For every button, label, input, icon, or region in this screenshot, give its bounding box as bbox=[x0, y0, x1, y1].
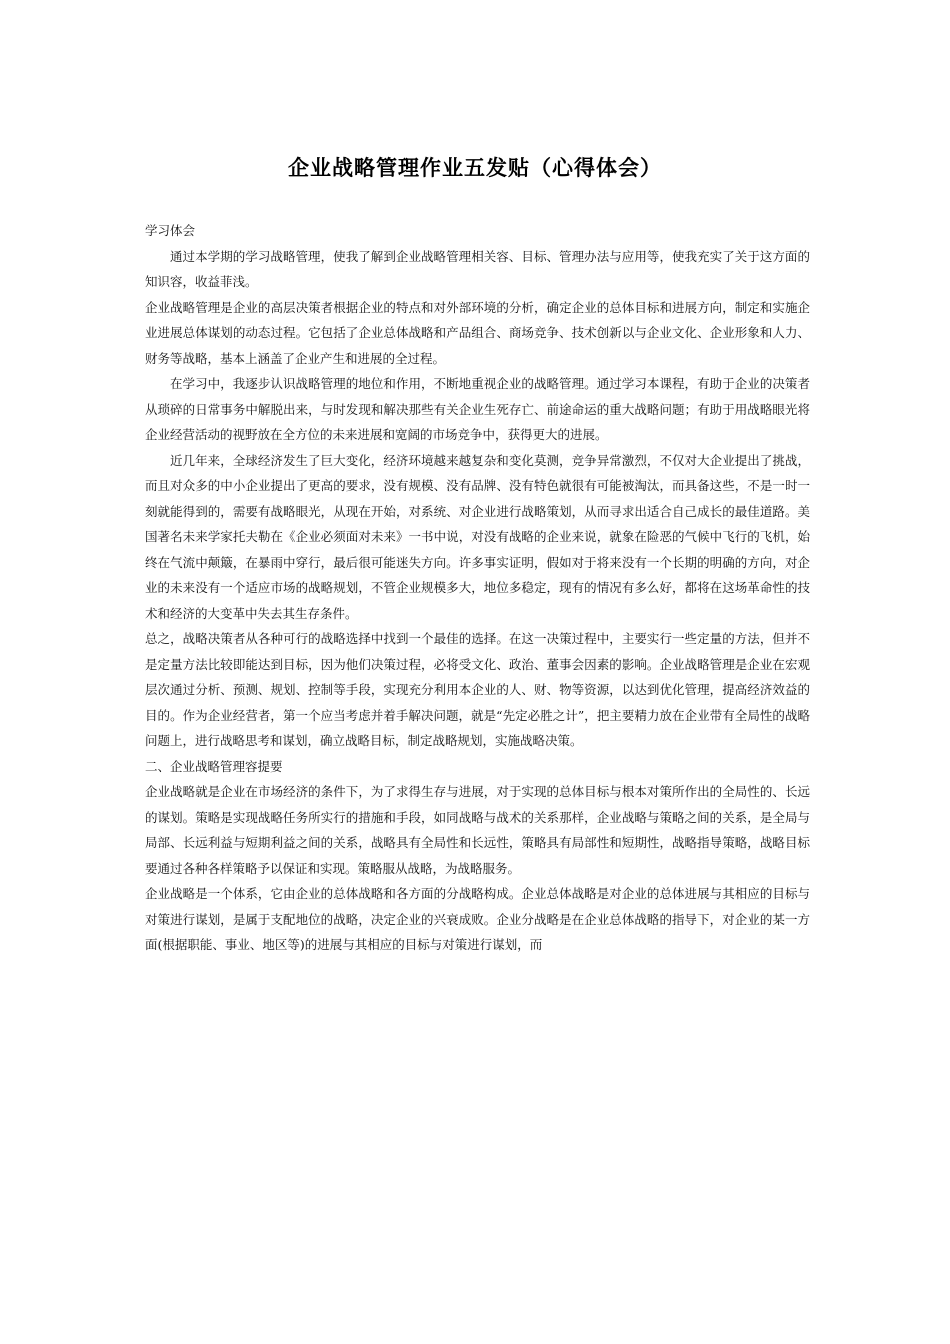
section-heading-summary: 二、企业战略管理容提要 bbox=[145, 758, 283, 774]
paragraph: 企业战略管理是企业的高层决策者根据企业的特点和对外部环境的分析，确定企业的总体目标和进展方向，制定和实施企业进展总体谋划的动态过程。它包括了企业总体战略和产品组合、商场竞争、技术创新以与企业文化、企业形象和人力、财务等战略，基本上涵盖了企业产生和进展的全过程。 bbox=[145, 299, 810, 366]
paragraph: 在学习中，我逐步认识战略管理的地位和作用，不断地重视企业的战略管理。通过学习本课程，有助于企业的决策者从琐碎的日常事务中解脱出来，与时发现和解决那些有关企业生死存亡、前途命运的重大战略问题；有助于用战略眼光将企业经营活动的视野放在全方位的未来进展和宽阔的市场竞争中，获得更大的进展。 bbox=[145, 376, 810, 442]
paragraph: 通过本学期的学习战略管理，使我了解到企业战略管理相关容、目标、管理办法与应用等，使我充实了关于这方面的知识容，收益菲浅。 bbox=[145, 248, 810, 289]
document-body bbox=[145, 218, 810, 958]
paragraph: 企业战略是一个体系，它由企业的总体战略和各方面的分战略构成。企业总体战略是对企业的总体进展与其相应的目标与对策进行谋划，是属于支配地位的战略，决定企业的兴衰成败。企业分战略是在企业总体战略的指导下，对企业的某一方面(根据职能、事业、地区等)的进展与其相应的目标与对策进行谋划，而 bbox=[145, 886, 810, 952]
document-title: 企业战略管理作业五发贴（心得体会） bbox=[288, 155, 662, 180]
paragraph: 近几年来，全球经济发生了巨大变化，经济环境越来越复杂和变化莫测，竞争异常激烈，不仅对大企业提出了挑战，而且对众多的中小企业提出了更高的要求，没有规模、没有品牌、没有特色就很有可能被淘汰，而具备这些，不是一时一刻就能得到的，需要有战略眼光，从现在开始，对系统、对企业进行战略策划，从而寻求出适合自己成长的最佳道路。美国著名未来学家托夫勒在《企业必须面对未来》一书中说，对没有战略的企业来说，就象在险恶的气候中飞行的飞机，始终在气流中颠簸，在暴雨中穿行，最后很可能迷失方向。许多事实证明，假如对于将来没有一个长期的明确的方向，对企业的未来没有一个适应市场的战略规划，不管企业规模多大，地位多稳定，现有的情况有多么好，都将在这场革命性的技术和经济的大变革中失去其生存条件。 bbox=[145, 452, 810, 621]
paragraph: 总之，战略决策者从各种可行的战略选择中找到一个最佳的选择。在这一决策过程中，主要实行一些定量的方法，但并不是定量方法比较即能达到目标，因为他们决策过程，必将受文化、政治、董事会因素的影响。企业战略管理是企业在宏观层次通过分析、预测、规划、控制等手段，实现充分利用本企业的人、财、物等资源，以达到优化管理，提高经济效益的目的。作为企业经营者，第一个应当考虑并着手解决问题，就是“先定必胜之计”，把主要精力放在企业带有全局性的战略问题上，进行战略思考和谋划，确立战略目标，制定战略规划，实施战略决策。 bbox=[145, 631, 810, 748]
paragraph: 企业战略就是企业在市场经济的条件下，为了求得生存与进展，对于实现的总体目标与根本对策所作出的全局性的、长远的谋划。策略是实现战略任务所实行的措施和手段，如同战略与战术的关系那样，企业战略与策略之间的关系，是全局与局部、长远利益与短期利益之间的关系，战略具有全局性和长远性，策略具有局部性和短期性，战略指导策略，战略目标要通过各种各样策略予以保证和实现。策略服从战略，为战略服务。 bbox=[145, 784, 810, 876]
section-heading-study: 学习体会 bbox=[145, 223, 196, 238]
